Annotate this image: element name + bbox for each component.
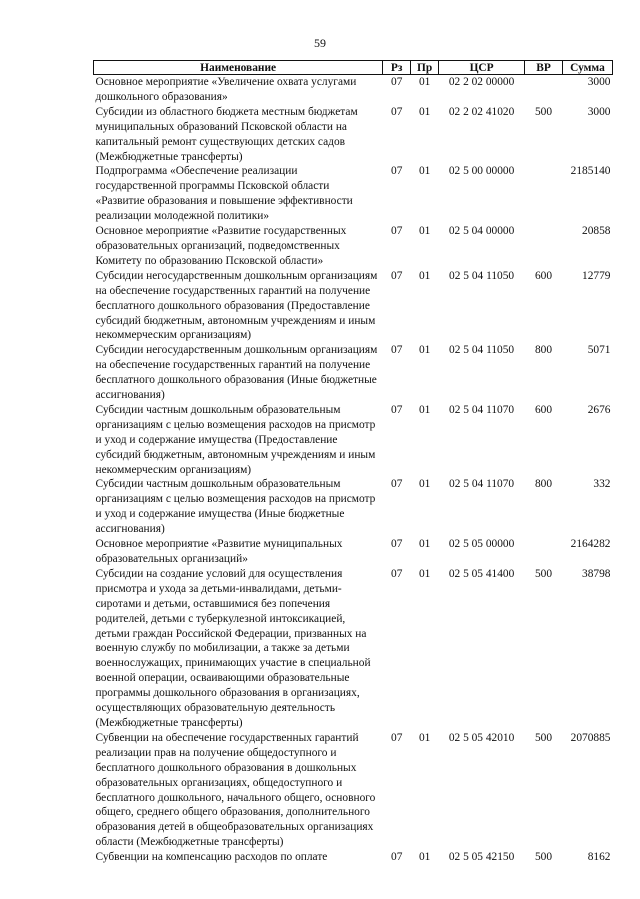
row-vr: 500 (534, 567, 553, 580)
row-name: Субсидии на создание условий для осуществления присмотра и ухода за детьми-инвалидами, детьми-сиротами и детьми, оставшимися без попечения родителей, детьми с туберкулезной интоксикацией, детьми граждан Российской Федерации, призванных на военную службу по мобилизации, а также за детьми военнослужащих, принимающих участие в специальной военной операции, осваивающими образовательные программы дошкольного образования в организациях, осуществляющих образовательную деятельность (Межбюджетные трансферты) (95, 567, 371, 729)
row-sum: 5071 (587, 344, 611, 357)
table-row (94, 164, 613, 224)
row-name: Подпрограмма «Обеспечение реализации государственной программы Псковской области «Развитие образования и повышение эффективности реализации молодежной политики» (95, 165, 353, 223)
row-pr: 01 (418, 538, 431, 551)
table-row (94, 75, 613, 105)
table-row (94, 105, 613, 165)
row-rz: 07 (391, 567, 403, 580)
row-csr: 02 5 04 11050 (449, 344, 515, 357)
row-csr: 02 5 05 41400 (448, 567, 515, 580)
row-rz: 07 (391, 165, 403, 178)
row-sum: 2164282 (570, 538, 611, 551)
row-pr: 01 (418, 225, 431, 238)
row-pr: 01 (418, 165, 431, 178)
row-name: Основное мероприятие «Увеличение охвата услугами дошкольного образования» (95, 76, 357, 103)
row-name: Основное мероприятие «Развитие государственных образовательных организаций, подведомственных Комитету по образованию Псковской области» (95, 225, 347, 267)
row-vr: 800 (534, 344, 553, 357)
row-pr: 01 (418, 403, 431, 416)
row-vr (525, 75, 563, 105)
header-sum: Сумма (562, 61, 612, 75)
table-row (94, 477, 613, 537)
row-rz: 07 (391, 269, 403, 282)
budget-table (93, 60, 613, 865)
row-sum: 8162 (587, 851, 611, 864)
row-name: Основное мероприятие «Развитие муниципальных образовательных организаций» (95, 538, 343, 565)
page-number: 59 (314, 36, 326, 50)
row-rz: 07 (391, 731, 403, 744)
row-vr (525, 224, 563, 269)
row-vr: 800 (534, 478, 553, 491)
header-rz: Рз (383, 61, 411, 75)
row-sum: 3000 (587, 76, 611, 88)
table-row (94, 731, 613, 850)
row-sum: 332 (593, 478, 611, 491)
row-csr: 02 2 02 00000 (448, 76, 515, 88)
row-sum: 2676 (587, 403, 611, 416)
row-name: Субсидии частным дошкольным образовательным организациям с целью возмещения расходов на присмотр и уход и содержание имущества (Предоставление субсидий бюджетным, автономным учреждениям и иным некоммерческим организациям) (95, 403, 376, 476)
row-pr: 01 (418, 344, 431, 357)
row-vr: 500 (534, 105, 553, 118)
table-row (94, 403, 613, 478)
row-sum: 3000 (587, 105, 611, 118)
row-pr: 01 (418, 731, 431, 744)
row-name: Субсидии частным дошкольным образовательным организациям с целью возмещения расходов на присмотр и уход и содержание имущества (Иные бюджетные ассигнования) (95, 478, 376, 536)
table-row (94, 224, 613, 269)
row-csr: 02 5 04 00000 (448, 225, 515, 238)
row-sum: 38798 (582, 567, 611, 580)
row-csr: 02 2 02 41020 (448, 105, 515, 118)
row-pr: 01 (418, 269, 431, 282)
row-rz: 07 (391, 403, 403, 416)
row-rz: 07 (391, 538, 403, 551)
row-name: Субсидии негосударственным дошкольным организациям на обеспечение государственных гарантий на получение бесплатного дошкольного образования (Предоставление субсидий бюджетным, автономным учреждениям и иным некоммерческим организациям) (95, 269, 378, 342)
header-pr: Пр (411, 61, 439, 75)
row-sum: 2185140 (570, 165, 611, 178)
row-csr: 02 5 00 00000 (448, 165, 515, 178)
header-vr: ВР (525, 61, 563, 75)
row-vr: 600 (534, 403, 553, 416)
header-csr: ЦСР (439, 61, 525, 75)
row-rz: 07 (391, 851, 403, 864)
row-pr: 01 (418, 567, 431, 580)
row-pr: 01 (418, 851, 431, 864)
row-csr: 02 5 05 42150 (448, 851, 515, 864)
row-pr: 01 (418, 105, 431, 118)
table-row (94, 343, 613, 403)
table-row (94, 850, 613, 865)
row-pr: 01 (418, 478, 431, 491)
row-csr: 02 5 05 00000 (448, 538, 515, 551)
table-row (94, 269, 613, 344)
row-name: Субвенции на компенсацию расходов по оплате (95, 851, 328, 864)
row-rz: 07 (391, 478, 403, 491)
row-rz: 07 (391, 225, 403, 238)
row-name: Субвенции на обеспечение государственных гарантий реализации прав на получение общедоступного и бесплатного дошкольного образования в дошкольных образовательных организациях, общедоступного и бесплатного дошкольного, начального общего, основного общего, среднего общего образования, дополнительного образования детей в общеобразовательных организациях области (Межбюджетные трансферты) (95, 731, 376, 849)
row-csr: 02 5 05 42010 (448, 731, 515, 744)
row-name: Субсидии из областного бюджета местным бюджетам муниципальных образований Псковской области на капитальный ремонт существующих детских садов (Межбюджетные трансферты) (95, 105, 358, 163)
table-row (94, 537, 613, 567)
table-row (94, 567, 613, 731)
row-pr: 01 (418, 76, 431, 88)
row-vr (525, 537, 563, 567)
row-sum: 2070885 (570, 731, 611, 744)
row-sum: 20858 (582, 225, 611, 238)
row-csr: 02 5 04 11070 (449, 403, 515, 416)
row-vr: 600 (534, 269, 553, 282)
row-vr (525, 164, 563, 224)
table-header-row (94, 61, 613, 75)
row-csr: 02 5 04 11070 (449, 478, 515, 491)
row-sum: 12779 (582, 269, 611, 282)
row-vr: 500 (534, 851, 553, 864)
header-name: Наименование (94, 61, 383, 75)
row-rz: 07 (391, 105, 403, 118)
row-rz: 07 (391, 344, 403, 357)
row-rz: 07 (391, 76, 403, 88)
row-csr: 02 5 04 11050 (449, 269, 515, 282)
row-vr: 500 (534, 731, 553, 744)
row-name: Субсидии негосударственным дошкольным организациям на обеспечение государственных гарантий на получение бесплатного дошкольного образования (Иные бюджетные ассигнования) (95, 344, 378, 402)
